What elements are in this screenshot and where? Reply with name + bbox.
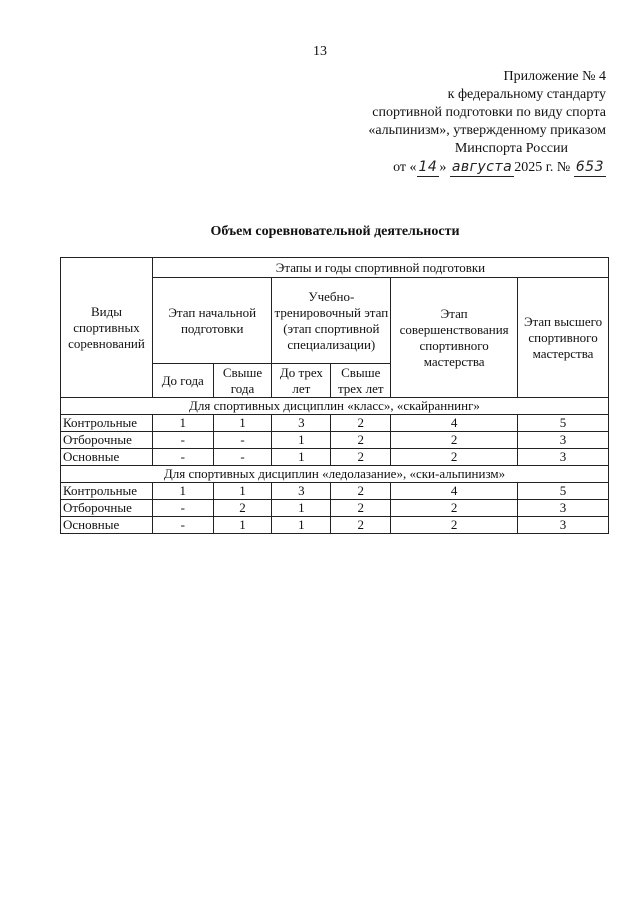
row-label: Контрольные [61, 483, 153, 500]
row-label: Контрольные [61, 415, 153, 432]
subheader-over-three: Свыше трех лет [331, 364, 391, 398]
subheader-upto-year: До года [152, 364, 213, 398]
table-cell: - [152, 500, 213, 517]
table-cell: 2 [331, 517, 391, 534]
table-cell: 3 [518, 449, 609, 466]
table-cell: 3 [518, 517, 609, 534]
table-cell: 3 [272, 483, 331, 500]
appendix-block [316, 68, 606, 177]
table-cell: - [152, 432, 213, 449]
page-number: 13 [313, 44, 327, 59]
table-cell: 5 [518, 483, 609, 500]
handwritten-month: августа [451, 159, 513, 175]
table-cell: 4 [391, 415, 518, 432]
table-cell: 5 [518, 415, 609, 432]
table-cell: 2 [331, 415, 391, 432]
header-stage-improvement: Этап совершенствования спортивного мастерства [391, 278, 518, 398]
appendix-line-3: спортивной подготовки по виду спорта [372, 105, 606, 120]
table-cell: 1 [272, 449, 331, 466]
header-stage-highest: Этап высшего спортивного мастерства [518, 278, 609, 398]
table-cell: 2 [331, 449, 391, 466]
table-cell: 1 [152, 415, 213, 432]
header-stage-initial: Этап начальной подготовки [152, 278, 272, 364]
table-cell: 2 [391, 517, 518, 534]
row-label: Основные [61, 449, 153, 466]
table-cell: 2 [213, 500, 272, 517]
table-row [61, 432, 609, 449]
appendix-line-4: «альпинизм», утвержденному приказом [368, 123, 606, 138]
table-cell: 1 [272, 500, 331, 517]
table-row [61, 517, 609, 534]
date-prefix: от « [393, 160, 417, 175]
competition-volume-table [60, 257, 609, 534]
table-cell: 3 [272, 415, 331, 432]
table-cell: - [152, 449, 213, 466]
table-cell: 2 [391, 432, 518, 449]
table-cell: 1 [213, 517, 272, 534]
appendix-line-1: Приложение № 4 [503, 69, 606, 84]
table-cell: 1 [152, 483, 213, 500]
document-title: Объем соревновательной деятельности [210, 224, 460, 239]
table-cell: 2 [331, 483, 391, 500]
date-year: 2025 г. № [514, 160, 571, 175]
handwritten-order-number: 653 [575, 159, 604, 175]
header-stage-training: Учебно-тренировочный этап (этап спортивной специализации) [272, 278, 391, 364]
table-cell: - [213, 449, 272, 466]
table-row [61, 449, 609, 466]
order-date-row [316, 158, 606, 177]
table-cell: 2 [391, 500, 518, 517]
table-cell: 3 [518, 432, 609, 449]
table-row [61, 500, 609, 517]
appendix-line-2: к федеральному стандарту [447, 87, 606, 102]
header-stages: Этапы и годы спортивной подготовки [152, 258, 608, 278]
table-cell: 4 [391, 483, 518, 500]
table-cell: 3 [518, 500, 609, 517]
table-cell: 1 [213, 483, 272, 500]
row-label: Отборочные [61, 432, 153, 449]
table-cell: 1 [213, 415, 272, 432]
row-label: Основные [61, 517, 153, 534]
section-header-1: Для спортивных дисциплин «класс», «скайраннинг» [61, 398, 609, 415]
table-cell: 1 [272, 517, 331, 534]
table-cell: 2 [331, 432, 391, 449]
table-cell: 2 [391, 449, 518, 466]
row-label: Отборочные [61, 500, 153, 517]
subheader-over-year: Свыше года [213, 364, 272, 398]
table-cell: 1 [272, 432, 331, 449]
header-competition-types: Виды спортивных соревнований [61, 258, 153, 398]
handwritten-day: 14 [418, 159, 438, 175]
appendix-line-5: Минспорта России [454, 141, 568, 156]
date-mid: » [439, 160, 447, 175]
table-cell: 2 [331, 500, 391, 517]
table-cell: - [213, 432, 272, 449]
section-header-2: Для спортивных дисциплин «ледолазание», «ски-альпинизм» [61, 466, 609, 483]
table-cell: - [152, 517, 213, 534]
table-row [61, 483, 609, 500]
table-row [61, 415, 609, 432]
subheader-upto-three: До трех лет [272, 364, 331, 398]
